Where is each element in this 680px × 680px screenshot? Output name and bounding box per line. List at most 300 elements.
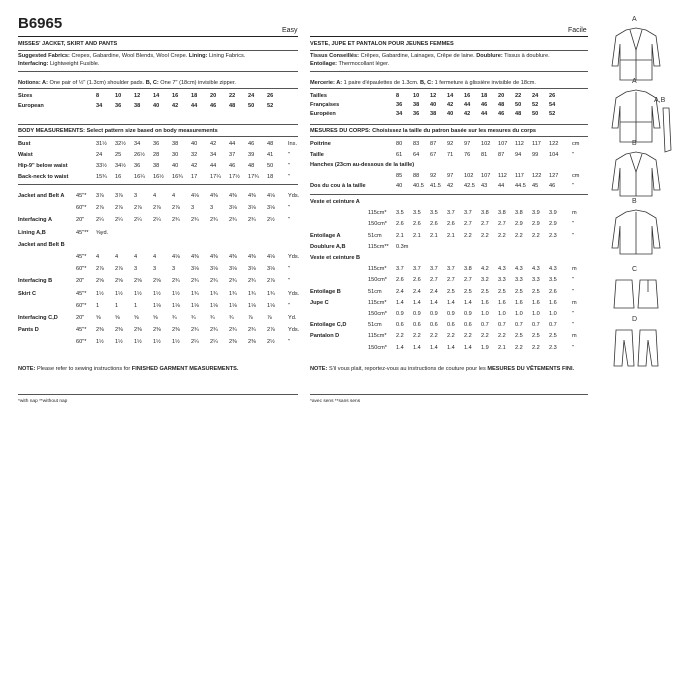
cell-value: 1.6 — [549, 299, 557, 306]
cell-value: 2¾ — [248, 278, 256, 285]
cell-value: 3⅛ — [248, 266, 256, 273]
cell-value: 42 — [447, 183, 454, 189]
cell-value: 97 — [464, 141, 471, 147]
yardage-row — [310, 310, 588, 318]
row-label: Dos du cou à la taille — [310, 183, 366, 189]
cell-value: 2.6 — [396, 277, 404, 284]
body-row — [18, 162, 298, 170]
cell-value: 1.4 — [396, 299, 404, 306]
cell-value: 0.6 — [447, 322, 455, 329]
cell-value: 4⅛ — [267, 254, 275, 260]
cell-value: 102 — [464, 172, 474, 179]
unit: " — [572, 311, 574, 317]
body-row — [310, 151, 588, 159]
cell-value: 2⅜ — [153, 327, 161, 334]
cell-value: 2.3 — [549, 232, 557, 239]
yardage-row — [310, 288, 588, 296]
divider — [18, 124, 298, 125]
fabric-width: 45"* — [76, 290, 87, 297]
cell-value: 2.2 — [396, 333, 404, 340]
row-label: Entoilage A — [310, 232, 341, 239]
cell-value: 81 — [481, 151, 488, 158]
cell-value: 2.2 — [464, 333, 472, 340]
cell-value: 38 — [134, 103, 141, 109]
yardage-row — [18, 302, 298, 310]
cell-value: 34 — [134, 141, 141, 147]
cell-value: 2.1 — [396, 232, 404, 239]
cell-value: 4.3 — [532, 266, 540, 273]
cell-value: 4⅜ — [210, 254, 218, 260]
cell-value: 46 — [498, 111, 505, 117]
size-row — [18, 92, 298, 100]
row-label: Jacket and Belt A — [18, 193, 65, 199]
cell-value: ¾ — [229, 315, 234, 321]
cell-value: 2⅞ — [96, 205, 104, 212]
fabric-width: 20" — [76, 278, 85, 285]
fabric-width: 51cm — [368, 288, 382, 295]
cell-value: 3⅞ — [96, 193, 104, 199]
cell-value: 10 — [115, 93, 122, 99]
cell-value: ¾ — [191, 315, 196, 321]
fabric-width: 115cm** — [368, 243, 389, 250]
cell-value: 0.7 — [515, 322, 523, 329]
cell-value: 4⅜ — [229, 254, 237, 260]
cell-value: 61 — [396, 151, 403, 158]
row-label: Waist — [18, 152, 33, 158]
cell-value: 2.4 — [396, 288, 404, 295]
cell-value: 2.2 — [464, 232, 472, 239]
cell-value: ⅝ — [134, 315, 139, 321]
yardage-row — [18, 338, 298, 346]
cell-value: 4⅛ — [172, 254, 180, 260]
cell-value: 17¼ — [210, 174, 221, 180]
cell-value: 2¾ — [248, 217, 256, 224]
footnote-en: *with nap **without nap — [18, 399, 68, 404]
cell-value: 0.6 — [464, 322, 472, 329]
cell-value: 2¾ — [248, 327, 256, 334]
cell-value: 4⅜ — [229, 193, 237, 199]
cell-value: 0.7 — [532, 322, 540, 329]
cell-value: 42.5 — [464, 183, 475, 189]
cell-value: 3.7 — [447, 210, 455, 217]
cell-value: 3 — [172, 266, 176, 273]
cell-value: 87 — [430, 141, 437, 147]
unit: Yds. — [288, 290, 300, 297]
divider — [18, 184, 298, 185]
yardage-row — [18, 253, 298, 261]
unit: " — [288, 302, 290, 309]
cell-value: 4⅛ — [191, 193, 199, 199]
cell-value: 34 — [396, 111, 403, 117]
body-row — [18, 140, 298, 148]
cell-value: 12 — [430, 93, 437, 99]
cell-value: 3.8 — [481, 210, 489, 217]
cell-value: ⅞ — [248, 315, 253, 321]
cell-value: 107 — [498, 141, 508, 147]
cell-value: 42 — [172, 103, 179, 109]
cell-value: 1½ — [153, 339, 161, 346]
cell-value: 2.1 — [498, 344, 506, 351]
row-label: Pantalon D — [310, 333, 340, 340]
size-row — [310, 101, 588, 109]
cell-value: 80 — [396, 141, 403, 147]
cell-value: 1.6 — [481, 299, 489, 306]
cell-value: 2.7 — [430, 277, 438, 284]
size-row — [18, 102, 298, 110]
cell-value: 2.2 — [481, 232, 489, 239]
cell-value: 2.7 — [447, 277, 455, 284]
jacket-a-front-sketch — [606, 26, 666, 84]
row-label: Hanches (23cm au-dessous de la taille) — [310, 162, 415, 168]
cell-value: 2½ — [267, 339, 275, 346]
yardage-row — [18, 290, 298, 298]
cell-value: 2⅞ — [172, 205, 180, 212]
cell-value: 4.3 — [549, 266, 557, 273]
cell-value: 0.3m — [396, 243, 409, 250]
unit: " — [572, 151, 574, 158]
cell-value: 2¾ — [229, 278, 237, 285]
view-label-d: D — [632, 316, 638, 323]
divider — [310, 394, 588, 395]
cell-value: 2¾ — [210, 278, 218, 285]
yardage-row — [18, 314, 298, 322]
cell-value: 2¾ — [191, 327, 199, 334]
body-row — [310, 161, 588, 169]
unit: " — [572, 183, 574, 189]
cell-value: 1½ — [96, 339, 104, 346]
cell-value: 3 — [210, 205, 214, 212]
cell-value: 52 — [532, 102, 539, 108]
fabric-width: 150cm* — [368, 344, 387, 351]
cell-value: 92 — [430, 172, 437, 179]
cell-value: 14 — [447, 93, 454, 99]
cell-value: 2⅞ — [267, 327, 275, 334]
cell-value: 46 — [481, 102, 488, 108]
unit: m — [572, 266, 577, 273]
cell-value: 50 — [248, 103, 255, 109]
cell-value: 3.2 — [481, 277, 489, 284]
cell-value: 1½ — [96, 290, 104, 297]
fabric-width: 20" — [76, 315, 85, 321]
divider — [310, 124, 588, 125]
cell-value: 2¾ — [210, 217, 218, 224]
cell-value: 1⅛ — [153, 302, 161, 309]
cell-value: 4⅜ — [210, 193, 218, 199]
cell-value: 2.9 — [549, 221, 557, 228]
cell-value: 2.5 — [481, 288, 489, 295]
cell-value: ⅝ — [153, 315, 158, 321]
cell-value: 2¾ — [229, 327, 237, 334]
cell-value: 3⅛ — [229, 205, 237, 212]
cell-value: 3.8 — [464, 266, 472, 273]
cell-value: 3⅛ — [267, 205, 275, 212]
size-row — [310, 110, 588, 118]
divider — [310, 50, 588, 51]
unit: cm — [572, 141, 580, 147]
cell-value: 107 — [481, 172, 491, 179]
cell-value: 34 — [96, 103, 103, 109]
cell-value: 0.9 — [396, 311, 404, 317]
cell-value: 2.6 — [549, 288, 557, 295]
divider — [18, 71, 298, 72]
cell-value: 48 — [498, 102, 505, 108]
cell-value: 2.6 — [413, 221, 421, 228]
cell-value: 2.6 — [413, 277, 421, 284]
row-label: Jacket and Belt B — [18, 241, 65, 248]
cell-value: 0.9 — [413, 311, 421, 317]
cell-value: 32 — [191, 152, 198, 158]
yardage-row — [310, 254, 588, 262]
cell-value: 1.4 — [464, 299, 472, 306]
fabrics-en: Suggested Fabrics: Crepes, Gabardine, Wool Blends, Wool Crepe. Lining: Lining Fabrics. — [18, 53, 246, 59]
yardage-row — [18, 265, 298, 273]
view-label-b-back: B — [632, 198, 637, 205]
cell-value: 2⅝ — [96, 278, 104, 285]
fabric-width: 60"* — [76, 302, 87, 309]
cell-value: 1½ — [172, 290, 180, 297]
yardage-row — [18, 229, 298, 237]
cell-value: 3⅛ — [267, 266, 275, 273]
row-label: Taille — [310, 151, 324, 158]
cell-value: 2.2 — [515, 232, 523, 239]
cell-value: 42 — [447, 102, 454, 108]
body-measurements-title-fr: MESURES DU CORPS: Choisissez la taille du patron basée sur les mesures du corps — [310, 128, 536, 134]
cell-value: 3.5 — [413, 210, 421, 217]
cell-value: 3.3 — [532, 277, 540, 284]
cell-value: 14 — [153, 93, 160, 99]
cell-value: 85 — [396, 172, 403, 179]
cell-value: 3.8 — [515, 210, 523, 217]
cell-value: 2.5 — [464, 288, 472, 295]
yardage-row — [18, 192, 298, 200]
cell-value: 42 — [210, 141, 217, 147]
cell-value: 2.2 — [532, 344, 540, 351]
cell-value: 0.9 — [464, 311, 472, 317]
cell-value: 42 — [464, 111, 471, 117]
cell-value: 2.2 — [515, 344, 523, 351]
size-row — [310, 92, 588, 100]
cell-value: ⅝ — [115, 315, 120, 321]
cell-value: 83 — [413, 141, 420, 147]
body-measurements-title-en: BODY MEASUREMENTS: Select pattern size based on body measurements — [18, 128, 218, 134]
cell-value: 2⅞ — [115, 205, 123, 212]
cell-value: 1½ — [115, 290, 123, 297]
cell-value: 8 — [396, 93, 400, 99]
cell-value: ⅝yd. — [96, 229, 109, 236]
cell-value: 42 — [191, 163, 198, 169]
divider — [18, 394, 298, 395]
cell-value: 54 — [549, 102, 556, 108]
cell-value: 92 — [447, 141, 454, 147]
cell-value: 2.2 — [498, 232, 506, 239]
cell-value: 2¼ — [210, 339, 218, 346]
cell-value: 2.5 — [498, 288, 506, 295]
divider — [310, 194, 588, 195]
unit: Yds. — [288, 193, 300, 199]
cell-value: 3.3 — [515, 277, 523, 284]
cell-value: 1¾ — [267, 290, 275, 297]
notions-en: Notions: A: One pair of ½" (1.3cm) shoulder pads. B, C: One 7" (18cm) invisible zipper. — [18, 80, 236, 86]
cell-value: 50 — [515, 102, 522, 108]
unit: " — [288, 266, 290, 273]
divider — [310, 136, 588, 137]
fabric-width: 51cm — [368, 232, 382, 239]
cell-value: 26 — [549, 93, 556, 99]
cell-value: 1¾ — [210, 290, 218, 297]
cell-value: 0.6 — [413, 322, 421, 329]
cell-value: 0.7 — [481, 322, 489, 329]
cell-value: 36 — [396, 102, 403, 108]
cell-value: 8 — [96, 93, 100, 99]
title-fr: VESTE, JUPE ET PANTALON POUR JEUNES FEMMES — [310, 41, 454, 47]
cell-value: 0.6 — [396, 322, 404, 329]
cell-value: 3.3 — [498, 277, 506, 284]
cell-value: 16 — [172, 93, 179, 99]
cell-value: 41.5 — [430, 183, 441, 189]
cell-value: 0.9 — [447, 311, 455, 317]
cell-value: 4 — [172, 193, 176, 199]
cell-value: 1 — [134, 302, 138, 309]
cell-value: 40.5 — [413, 183, 424, 189]
unit: " — [572, 221, 574, 228]
cell-value: 4 — [153, 254, 157, 260]
body-row — [310, 140, 588, 148]
cell-value: 4⅛ — [267, 193, 275, 199]
cell-value: 40 — [447, 111, 454, 117]
skirt-c-sketch — [612, 276, 662, 312]
cell-value: 36 — [413, 111, 420, 117]
note-en: NOTE: Please refer to sewing instructions for FINISHED GARMENT MEASUREMENTS. — [18, 366, 239, 372]
cell-value: 40 — [430, 102, 437, 108]
row-label: Européen — [310, 111, 336, 117]
cell-value: 40 — [396, 183, 403, 189]
cell-value: 17¾ — [248, 174, 259, 180]
divider — [310, 88, 588, 89]
row-label: Interfacing B — [18, 278, 53, 285]
cell-value: 38 — [413, 102, 420, 108]
fabric-width: 115cm* — [368, 299, 387, 306]
unit: " — [572, 344, 574, 351]
cell-value: 40 — [153, 103, 160, 109]
cell-value: 3⅞ — [115, 193, 123, 199]
cell-value: 2.2 — [430, 333, 438, 340]
row-label: Jupe C — [310, 299, 329, 306]
cell-value: 4 — [96, 254, 100, 260]
cell-value: 112 — [498, 172, 507, 179]
yardage-row — [310, 265, 588, 273]
yardage-row — [310, 332, 588, 340]
cell-value: 26 — [267, 93, 274, 99]
cell-value: 1⅛ — [210, 302, 218, 309]
row-label: Bust — [18, 141, 31, 147]
cell-value: 0.7 — [549, 322, 557, 329]
row-label: Sizes — [18, 93, 33, 99]
cell-value: 2⅜ — [115, 327, 123, 334]
cell-value: 12 — [134, 93, 141, 99]
cell-value: ¾ — [210, 315, 215, 321]
cell-value: 40 — [191, 141, 198, 147]
cell-value: 18 — [191, 93, 198, 99]
view-label-c: C — [632, 266, 638, 273]
cell-value: 3.5 — [549, 277, 557, 284]
unit: m — [572, 333, 577, 340]
cell-value: 52 — [549, 111, 556, 117]
cell-value: 50 — [267, 163, 274, 169]
cell-value: 16½ — [153, 174, 164, 180]
cell-value: 112 — [515, 141, 524, 147]
cell-value: 2⅞ — [267, 278, 275, 285]
cell-value: 2½ — [267, 217, 275, 224]
cell-value: 34 — [210, 152, 217, 158]
fabric-width: 45"* — [76, 327, 87, 334]
cell-value: 48 — [267, 141, 274, 147]
cell-value: 3⅛ — [248, 205, 256, 212]
cell-value: 1½ — [134, 339, 142, 346]
divider — [18, 88, 298, 89]
cell-value: 2.1 — [413, 232, 421, 239]
cell-value: 2.6 — [396, 221, 404, 228]
cell-value: 38 — [430, 111, 437, 117]
cell-value: 16¾ — [172, 174, 183, 180]
cell-value: 2.2 — [447, 333, 455, 340]
divider — [310, 36, 588, 37]
fabric-width: 150cm* — [368, 221, 387, 228]
yardage-row — [18, 241, 298, 249]
view-label-a: A — [632, 16, 637, 23]
cell-value: 44 — [481, 111, 488, 117]
cell-value: 122 — [549, 141, 559, 147]
cell-value: 2.5 — [447, 288, 455, 295]
cell-value: 1.4 — [430, 299, 438, 306]
yardage-row — [310, 344, 588, 352]
cell-value: 2.2 — [413, 333, 421, 340]
title-en: MISSES' JACKET, SKIRT AND PANTS — [18, 41, 118, 47]
cell-value: 2.1 — [447, 232, 455, 239]
cell-value: 104 — [549, 151, 559, 158]
cell-value: 3 — [134, 266, 138, 273]
row-label: Back-neck to waist — [18, 174, 69, 180]
row-label: Veste et ceinture B — [310, 255, 361, 261]
cell-value: 41 — [267, 152, 274, 158]
cell-value: 2⅜ — [134, 327, 142, 334]
cell-value: 34½ — [115, 163, 126, 169]
cell-value: 117 — [515, 172, 524, 179]
jacket-b-back-sketch — [606, 208, 666, 258]
cell-value: 2⅜ — [96, 327, 104, 334]
cell-value: 43 — [481, 183, 488, 189]
cell-value: 1½ — [134, 290, 142, 297]
note-fr: NOTE: S'il vous plait, reportez-vous au instructions de couture pour les MESURES DU VÊTEMENTS FINI. — [310, 366, 575, 372]
cell-value: 1¾ — [248, 290, 256, 297]
view-label-ab: A,B — [654, 97, 666, 104]
unit: " — [572, 322, 574, 329]
divider — [18, 136, 298, 137]
unit: " — [288, 152, 290, 158]
cell-value: 44 — [464, 102, 471, 108]
cell-value: 44 — [498, 183, 505, 189]
cell-value: 1¾ — [229, 290, 237, 297]
cell-value: 46 — [549, 183, 556, 189]
cell-value: 1⅛ — [267, 302, 275, 309]
jacket-b-front-sketch — [606, 150, 666, 200]
cell-value: 2.5 — [515, 333, 523, 340]
row-label: Interfacing A — [18, 217, 52, 224]
cell-value: 2.6 — [447, 221, 455, 228]
cell-value: 28 — [153, 152, 160, 158]
cell-value: 4 — [153, 193, 157, 199]
cell-value: 37 — [229, 152, 236, 158]
cell-value: 2.5 — [532, 288, 540, 295]
